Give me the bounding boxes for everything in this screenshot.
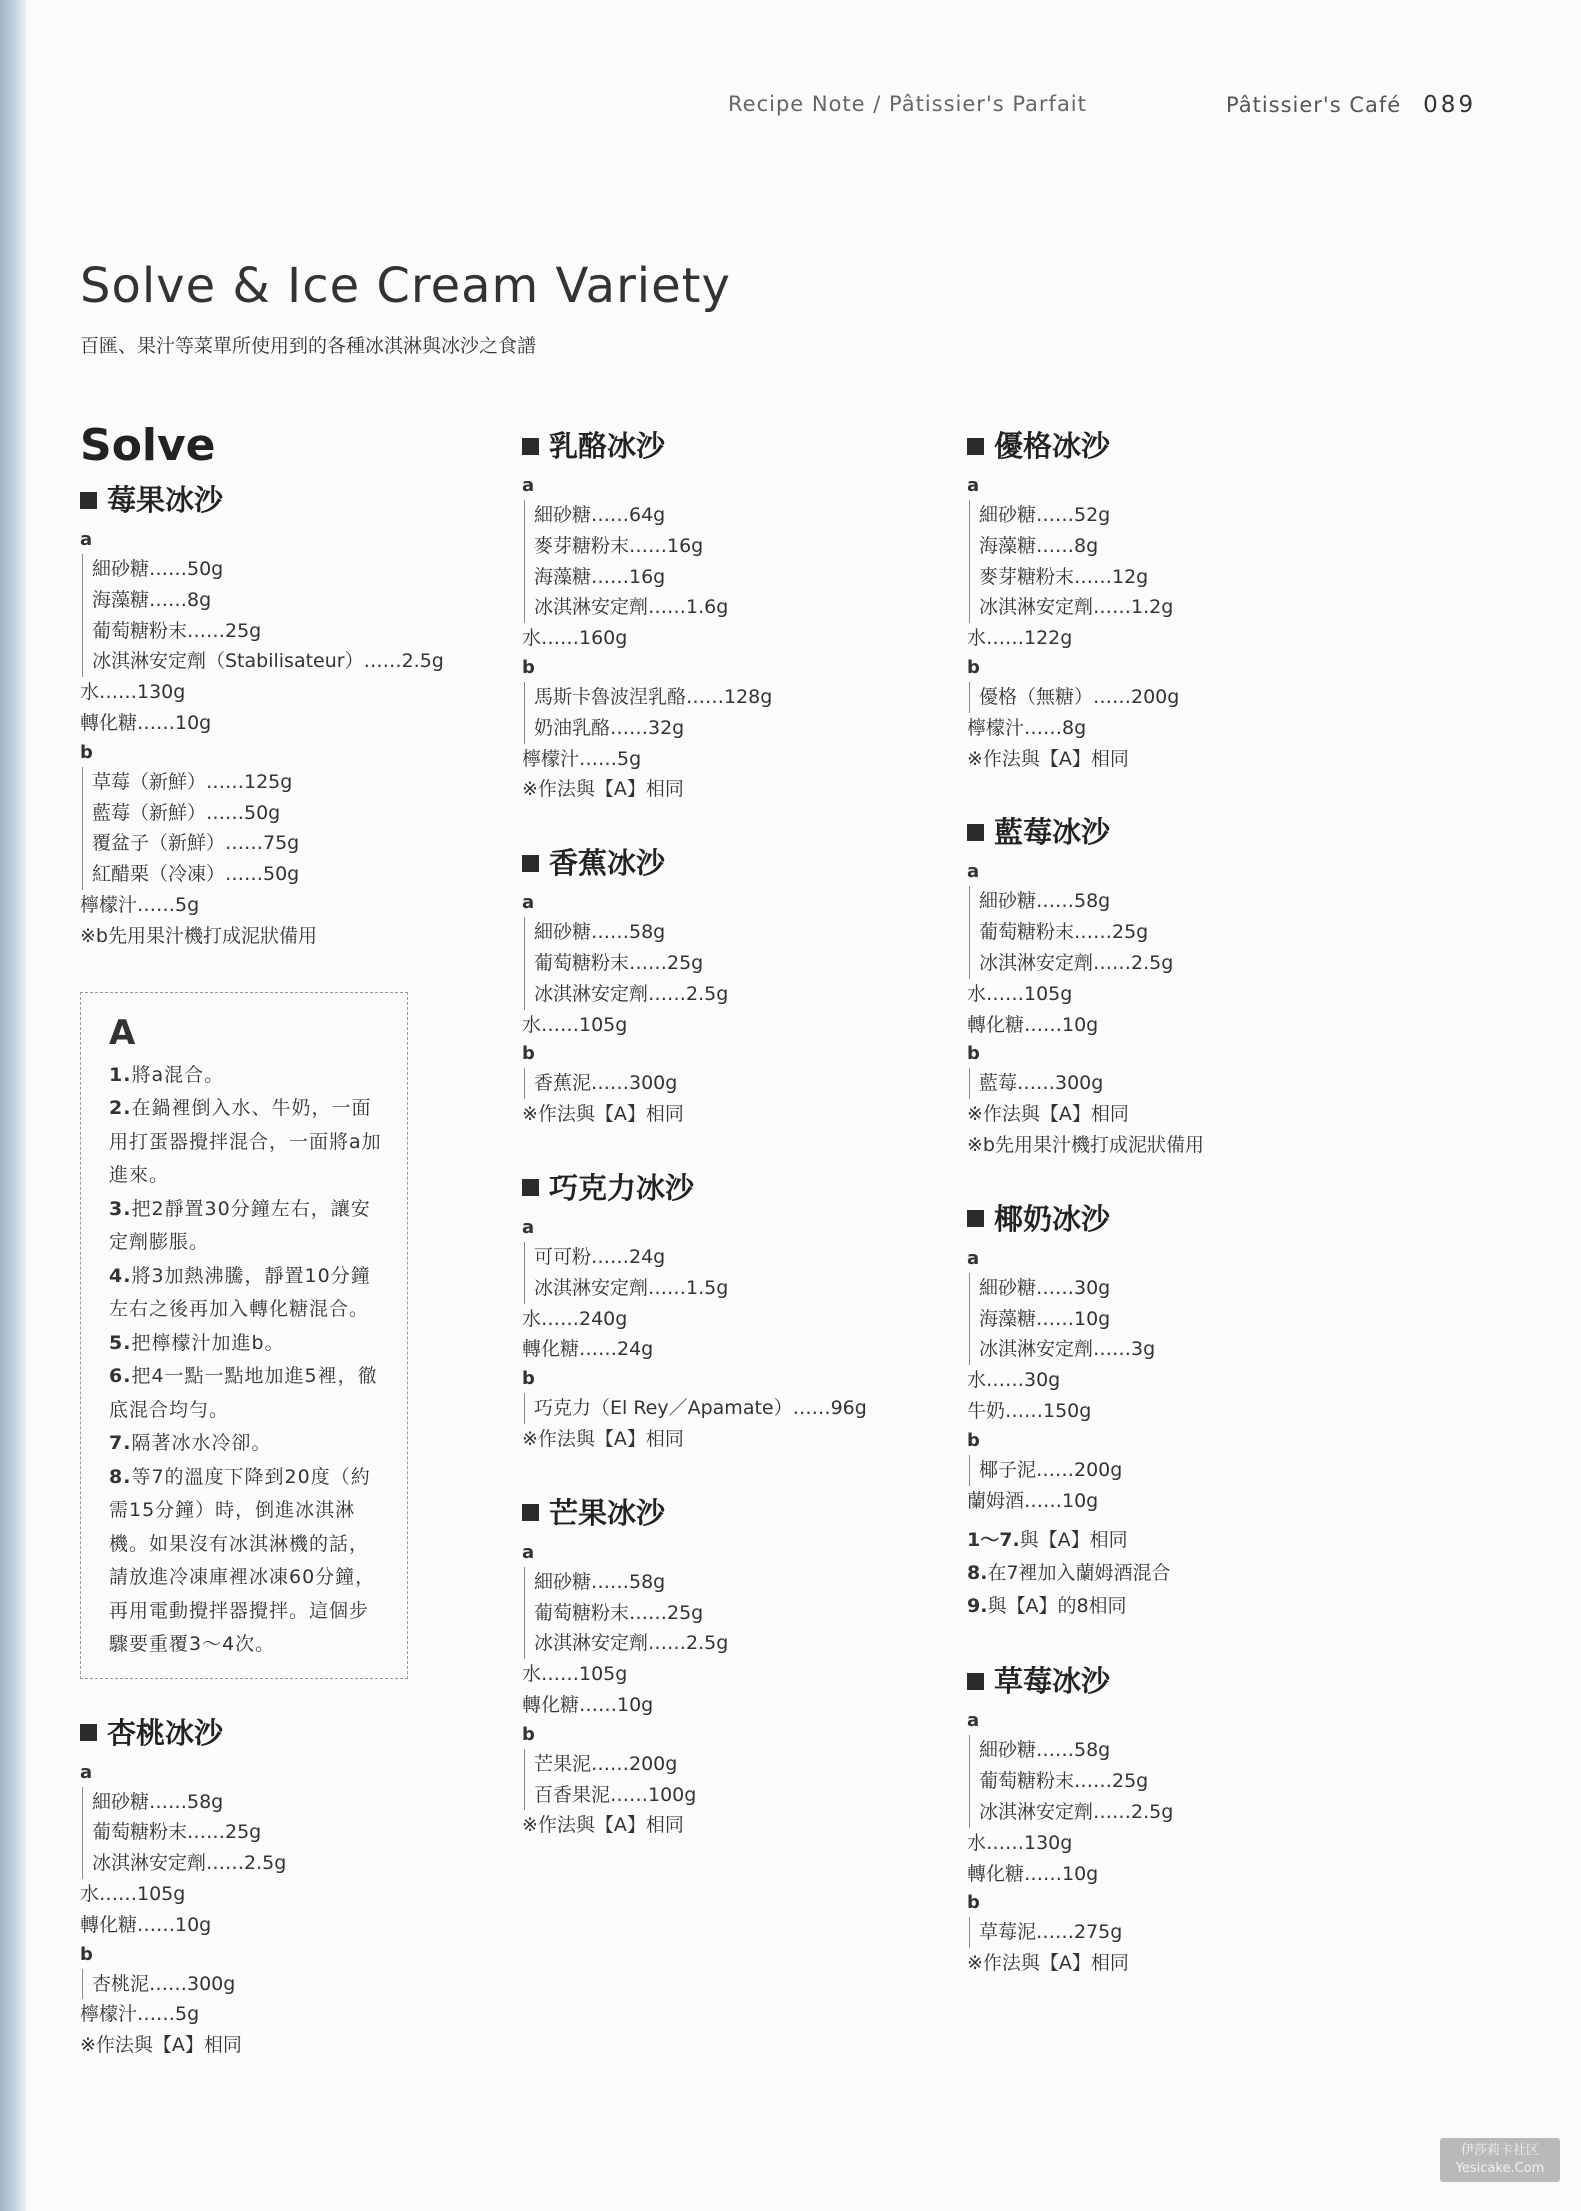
step-text: 把檸檬汁加進b。 <box>131 1331 285 1354</box>
recipe-title-text: 草莓冰沙 <box>994 1664 1111 1699</box>
recipe-note: ※作法與【A】相同 <box>967 747 1129 770</box>
recipe-note: ※b先用果汁機打成泥狀備用 <box>80 924 317 947</box>
ingredient-group-label: b <box>522 1043 535 1065</box>
step-number: 3. <box>109 1197 132 1220</box>
site-watermark <box>1440 2138 1560 2182</box>
column-2 <box>522 426 952 1879</box>
recipe-title-text: 藍莓冰沙 <box>994 815 1111 850</box>
ingredient-line: 可可粉……24g <box>534 1245 666 1268</box>
ingredient-group-label: a <box>80 1761 93 1783</box>
recipe-step <box>967 1590 1397 1623</box>
ingredient-line: 海藻糖……8g <box>92 588 212 611</box>
ingredient-group-label: a <box>967 861 980 883</box>
book-name: Pâtissier's Café <box>1226 93 1402 117</box>
recipe-note: ※作法與【A】相同 <box>522 1427 684 1450</box>
ingredient-line: 轉化糖……10g <box>80 1913 212 1936</box>
ingredient-bracket <box>969 1273 1397 1365</box>
ingredient-line: 細砂糖……50g <box>92 558 224 580</box>
step-text: 把4一點一點地加進5裡，徹底混合均勻。 <box>109 1365 378 1421</box>
square-bullet-icon <box>522 1504 539 1521</box>
recipe-title <box>522 426 952 466</box>
recipe-steps <box>967 1524 1397 1623</box>
ingredient-line: 水……130g <box>80 681 186 704</box>
ingredient-line: 椰子泥……200g <box>979 1458 1123 1481</box>
ingredient-bracket <box>524 1068 952 1099</box>
ingredient-line: 水……105g <box>522 1663 628 1686</box>
step-text: 在7裡加入蘭姆酒混合 <box>987 1562 1171 1585</box>
step-number: 1. <box>109 1063 132 1086</box>
column-3 <box>967 426 1397 2017</box>
recipe-title <box>80 1713 510 1753</box>
ingredient-bracket <box>524 500 952 623</box>
square-bullet-icon <box>80 492 97 509</box>
ingredient-group-label: a <box>522 892 535 914</box>
method-step <box>109 1461 387 1662</box>
square-bullet-icon <box>967 824 984 841</box>
recipe-title <box>967 812 1397 852</box>
watermark-line-2: Yesicake.Com <box>1455 2161 1545 2176</box>
ingredient-line: 轉化糖……24g <box>522 1338 654 1361</box>
ingredient-line: 葡萄糖粉末……25g <box>979 1770 1149 1793</box>
ingredient-line: 細砂糖……58g <box>534 1570 666 1593</box>
recipe-title <box>522 843 952 883</box>
recipe-title <box>522 1168 952 1208</box>
recipe-title-text: 香蕉冰沙 <box>549 846 666 881</box>
step-number: 5. <box>109 1331 132 1354</box>
ingredient-line: 牛奶……150g <box>967 1399 1092 1422</box>
ingredient-line: 水……105g <box>80 1882 186 1905</box>
ingredient-line: 百香果泥……100g <box>534 1783 697 1806</box>
step-number: 6. <box>109 1365 132 1388</box>
ingredient-line: 冰淇淋安定劑……2.5g <box>92 1852 287 1875</box>
ingredient-bracket <box>524 682 952 744</box>
ingredient-line: 水……105g <box>522 1013 628 1036</box>
step-number: 9. <box>967 1595 988 1618</box>
method-step <box>109 1059 387 1093</box>
ingredient-bracket <box>524 1567 952 1659</box>
ingredient-group-label: a <box>522 475 535 496</box>
method-step <box>109 1260 387 1327</box>
recipe <box>967 812 1397 1160</box>
ingredient-line: 葡萄糖粉末……25g <box>979 921 1149 944</box>
ingredient-group-label: a <box>967 1247 980 1269</box>
ingredient-line: 優格（無糖）……200g <box>979 685 1180 708</box>
ingredient-line: 水……130g <box>967 1831 1073 1854</box>
recipe <box>522 1168 952 1455</box>
ingredient-group-label: b <box>522 1723 535 1745</box>
recipe <box>967 426 1397 774</box>
method-step <box>109 1092 387 1193</box>
recipe-title <box>80 480 510 520</box>
ingredient-line: 紅醋栗（冷凍）……50g <box>92 863 300 886</box>
recipe-title <box>967 1661 1397 1701</box>
ingredient-bracket <box>524 917 952 1009</box>
ingredient-group-label: b <box>967 1043 980 1065</box>
ingredient-bracket <box>969 886 1397 978</box>
ingredient-bracket <box>82 1787 510 1879</box>
recipe-title-text: 芒果冰沙 <box>549 1495 666 1530</box>
step-text: 隔著冰水冷卻。 <box>131 1432 272 1455</box>
square-bullet-icon <box>967 1210 984 1227</box>
recipe-title-text: 巧克力冰沙 <box>549 1170 695 1205</box>
ingredient-bracket <box>524 1242 952 1304</box>
recipe-title <box>967 426 1397 466</box>
ingredient-line: 細砂糖……58g <box>979 890 1111 913</box>
ingredient-line: 麥芽糖粉末……16g <box>534 534 704 557</box>
ingredient-bracket <box>82 1969 510 2000</box>
ingredient-line: 細砂糖……52g <box>979 504 1111 526</box>
ingredient-group-label: b <box>80 1943 93 1965</box>
ingredient-group-label: a <box>967 475 980 496</box>
ingredient-line: 檸檬汁……5g <box>80 893 200 916</box>
ingredient-line: 冰淇淋安定劑……1.2g <box>979 596 1174 619</box>
recipe-note: ※作法與【A】相同 <box>80 2034 242 2057</box>
recipe <box>522 1493 952 1841</box>
ingredient-group-label: a <box>80 529 93 550</box>
ingredient-line: 冰淇淋安定劑……2.5g <box>534 1632 729 1655</box>
recipe-title-text: 椰奶冰沙 <box>994 1201 1111 1236</box>
ingredient-line: 轉化糖……10g <box>522 1693 654 1716</box>
square-bullet-icon <box>522 855 539 872</box>
ingredient-line: 藍莓（新鮮）……50g <box>92 801 281 824</box>
ingredient-line: 細砂糖……58g <box>534 921 666 944</box>
ingredient-group-label: b <box>967 1892 980 1914</box>
ingredient-bracket <box>969 1068 1397 1099</box>
ingredient-line: 冰淇淋安定劑（Stabilisateur）……2.5g <box>92 650 444 673</box>
ingredient-line: 香蕉泥……300g <box>534 1072 678 1095</box>
ingredient-line: 奶油乳酪……32g <box>534 716 685 739</box>
ingredient-line: 海藻糖……10g <box>979 1307 1111 1330</box>
step-text: 等7的溫度下降到20度（約需15分鐘）時，倒進冰淇淋機。如果沒有冰淇淋機的話，請放進冷凍庫裡冰凍60分鐘，再用電動攪拌器攪拌。這個步驟要重覆3～4次。 <box>109 1465 376 1656</box>
page-title: Solve & Ice Cream Variety <box>80 258 731 314</box>
ingredient-bracket <box>969 1735 1397 1827</box>
step-text: 將3加熱沸騰，靜置10分鐘左右之後再加入轉化糖混合。 <box>109 1264 371 1321</box>
ingredient-line: 水……122g <box>967 627 1073 650</box>
square-bullet-icon <box>967 1673 984 1690</box>
ingredient-line: 海藻糖……8g <box>979 534 1099 557</box>
ingredient-line: 細砂糖……30g <box>979 1276 1111 1299</box>
watermark-line-1: 伊莎莉卡社区 <box>1460 2143 1539 2158</box>
ingredient-line: 水……160g <box>522 627 628 650</box>
ingredient-group-label: b <box>967 1429 980 1451</box>
ingredient-group-label: b <box>522 1368 535 1390</box>
ingredient-line: 冰淇淋安定劑……3g <box>979 1338 1156 1361</box>
recipe <box>967 1199 1397 1624</box>
ingredient-line: 草莓（新鮮）……125g <box>92 770 293 793</box>
ingredient-line: 麥芽糖粉末……12g <box>979 565 1149 588</box>
method-step <box>109 1327 387 1361</box>
step-number: 4. <box>109 1264 132 1287</box>
ingredient-line: 草莓泥……275g <box>979 1921 1123 1944</box>
recipe <box>80 480 510 952</box>
ingredient-line: 海藻糖……16g <box>534 565 666 588</box>
ingredient-line: 水……105g <box>967 982 1073 1005</box>
ingredient-group-label: b <box>80 741 93 763</box>
ingredient-group-label: a <box>522 1216 535 1238</box>
recipe-title-text: 杏桃冰沙 <box>107 1715 224 1750</box>
ingredient-line: 水……240g <box>522 1307 628 1330</box>
ingredient-bracket <box>969 682 1397 713</box>
ingredient-line: 葡萄糖粉末……25g <box>534 951 704 974</box>
ingredient-line: 轉化糖……10g <box>967 1862 1099 1885</box>
recipe-step <box>967 1557 1397 1590</box>
ingredient-line: 冰淇淋安定劑……2.5g <box>979 1800 1174 1823</box>
square-bullet-icon <box>967 438 984 455</box>
method-heading: A <box>109 1012 136 1053</box>
step-text: 與【A】相同 <box>1019 1529 1128 1552</box>
method-step <box>109 1427 387 1461</box>
ingredient-line: 轉化糖……10g <box>80 711 212 734</box>
ingredient-line: 冰淇淋安定劑……2.5g <box>534 982 729 1005</box>
ingredient-line: 杏桃泥……300g <box>92 1972 236 1995</box>
recipe <box>80 1713 510 2061</box>
ingredient-line: 覆盆子（新鮮）……75g <box>92 832 300 855</box>
recipe-note: ※作法與【A】相同 <box>967 1952 1129 1975</box>
square-bullet-icon <box>80 1724 97 1741</box>
ingredient-group-label: b <box>967 656 980 678</box>
ingredient-line: 細砂糖……58g <box>92 1790 224 1813</box>
ingredient-line: 冰淇淋安定劑……2.5g <box>979 951 1174 974</box>
ingredient-line: 馬斯卡魯波涅乳酪……128g <box>534 685 773 708</box>
ingredient-bracket <box>524 1749 952 1811</box>
recipe-title <box>967 1199 1397 1239</box>
ingredient-bracket <box>969 1455 1397 1486</box>
page-subtitle: 百匯、果汁等菜單所使用到的各種冰淇淋與冰沙之食譜 <box>80 335 537 357</box>
ingredient-line: 葡萄糖粉末……25g <box>92 1821 262 1844</box>
ingredient-line: 檸檬汁……5g <box>80 2003 200 2026</box>
page-header-right <box>1226 92 1476 118</box>
ingredient-line: 芒果泥……200g <box>534 1752 678 1775</box>
column-1 <box>80 414 510 2099</box>
recipe-title <box>522 1493 952 1533</box>
ingredient-bracket <box>524 1393 952 1424</box>
ingredient-bracket <box>969 1917 1397 1948</box>
step-number: 2. <box>109 1097 132 1120</box>
step-text: 在鍋裡倒入水、牛奶，一面用打蛋器攪拌混合，一面將a加進來。 <box>109 1097 382 1187</box>
running-header: Recipe Note / Pâtissier's Parfait <box>728 92 1087 116</box>
step-number: 8. <box>109 1465 132 1488</box>
step-number: 7. <box>109 1432 132 1455</box>
ingredient-line: 轉化糖……10g <box>967 1013 1099 1036</box>
recipe-title-text: 莓果冰沙 <box>107 483 224 517</box>
ingredient-line: 葡萄糖粉末……25g <box>92 619 262 642</box>
step-number: 8. <box>967 1562 988 1585</box>
recipe-step <box>967 1524 1397 1557</box>
ingredient-line: 水……30g <box>967 1369 1061 1392</box>
method-steps <box>109 1059 387 1662</box>
ingredient-line: 巧克力（El Rey／Apamate）……96g <box>534 1397 867 1420</box>
recipe-note: ※作法與【A】相同 <box>522 1814 684 1837</box>
ingredient-group-label: b <box>522 656 535 678</box>
ingredient-line: 葡萄糖粉末……25g <box>534 1601 704 1624</box>
step-text: 將a混合。 <box>131 1063 225 1086</box>
method-step <box>109 1360 387 1427</box>
recipe <box>522 426 952 805</box>
recipe-note: ※b先用果汁機打成泥狀備用 <box>967 1133 1204 1156</box>
recipe <box>522 843 952 1130</box>
ingredient-bracket <box>82 767 510 890</box>
ingredient-line: 檸檬汁……8g <box>967 716 1087 739</box>
ingredient-line: 冰淇淋安定劑……1.5g <box>534 1276 729 1299</box>
ingredient-bracket <box>969 500 1397 623</box>
ingredient-line: 檸檬汁……5g <box>522 747 642 770</box>
ingredient-line: 細砂糖……58g <box>979 1739 1111 1762</box>
recipe-note: ※作法與【A】相同 <box>522 778 684 801</box>
recipe <box>967 1661 1397 1979</box>
ingredient-line: 冰淇淋安定劑……1.6g <box>534 596 729 619</box>
method-step <box>109 1193 387 1260</box>
recipe-title-text: 乳酪冰沙 <box>549 429 666 463</box>
page-number: 089 <box>1423 92 1477 118</box>
recipe-title-text: 優格冰沙 <box>994 429 1111 463</box>
ingredient-group-label: a <box>967 1710 980 1732</box>
ingredient-line: 蘭姆酒……10g <box>967 1489 1099 1512</box>
step-text: 把2靜置30分鐘左右，讓安定劑膨脹。 <box>109 1197 371 1254</box>
square-bullet-icon <box>522 438 539 455</box>
ingredient-line: 細砂糖……64g <box>534 504 666 526</box>
step-number: 1～7. <box>967 1529 1020 1552</box>
recipe-note: ※作法與【A】相同 <box>967 1103 1129 1126</box>
book-spine-shadow <box>0 0 26 2211</box>
method-box-a <box>80 992 408 1679</box>
square-bullet-icon <box>522 1179 539 1196</box>
ingredient-group-label: a <box>522 1541 535 1563</box>
ingredient-bracket <box>82 554 510 677</box>
section-heading-solve: Solve <box>80 420 216 471</box>
recipe-note: ※作法與【A】相同 <box>522 1103 684 1126</box>
step-text: 與【A】的8相同 <box>987 1595 1127 1618</box>
ingredient-line: 藍莓……300g <box>979 1072 1104 1095</box>
